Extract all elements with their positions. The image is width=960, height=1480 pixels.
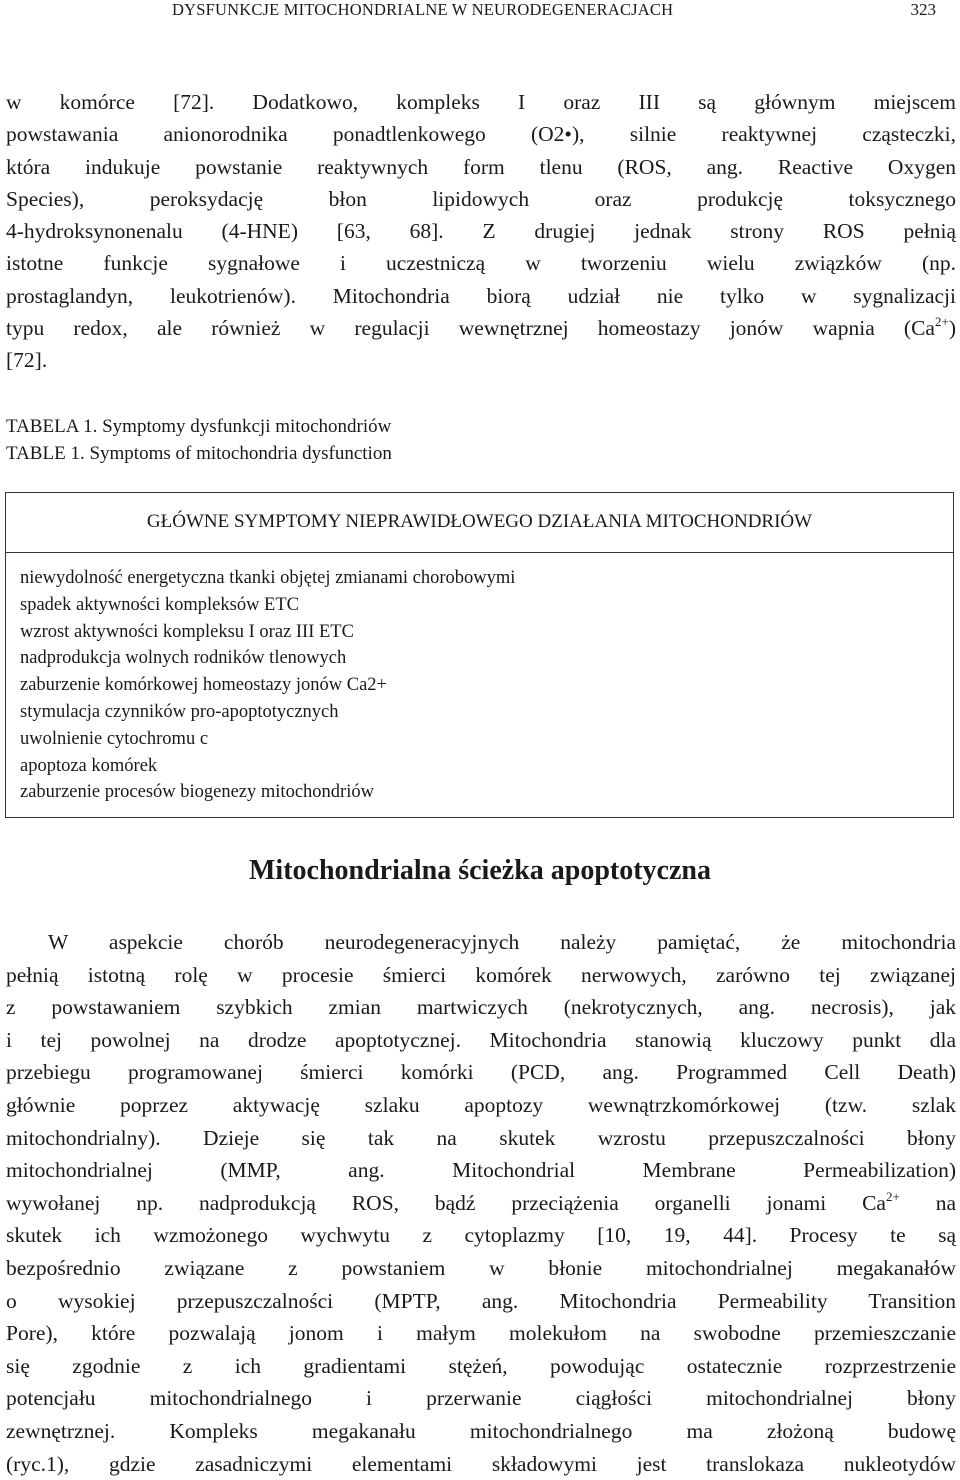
text-line: zewnętrznej. Kompleks megakanału mitochondrialnego ma złożoną budowę (6, 1418, 956, 1443)
running-title: DYSFUNKCJE MITOCHONDRIALNE W NEURODEGENERACJACH (172, 0, 674, 19)
text-line: o wysokiej przepuszczalności (MPTP, ang. Mitochondria Permeability Transition (6, 1288, 956, 1313)
text-line: skutek ich wzmożonego wychwytu z cytoplazmy [10, 19, 44]. Procesy te są (6, 1223, 956, 1248)
table-row: nadprodukcja wolnych rodników tlenowych (20, 648, 347, 669)
text-line: istotne funkcje sygnałowe i uczestniczą w tworzeniu wielu związków (np. (6, 251, 956, 276)
table-row: niewydolność energetyczna tkanki objętej zmianami chorobowymi (20, 568, 516, 588)
symptoms-table (5, 492, 954, 818)
text-segment: ) (948, 316, 956, 341)
text-line (6, 926, 956, 959)
text-line (6, 312, 956, 344)
text-line: [72]. (6, 348, 48, 373)
table-captions (6, 413, 392, 467)
text-line: się zgodnie z ich gradientami stężeń, powodując ostatecznie rozprzestrzenie (6, 1353, 956, 1378)
text-line: która indukuje powstanie reaktywnych form tlenu (ROS, ang. Reactive Oxygen (6, 154, 956, 179)
text-line: w komórce [72]. Dodatkowo, kompleks I oraz III są głównym miejscem (6, 90, 956, 114)
text-segment: wywołanej np. nadprodukcją ROS, bądź przeciążenia organelli jonami Ca (6, 1190, 886, 1215)
text-line: pełnią istotną rolę w procesie śmierci komórek nerwowych, zarówno tej związanej (6, 962, 956, 987)
table-row: stymulacja czynników pro-apoptotycznych (20, 701, 339, 722)
text-line: przebiegu programowanej śmierci komórki (PCD, ang. Programmed Cell Death) (6, 1060, 956, 1085)
table-row: zaburzenie procesów biogenezy mitochondriów (20, 782, 374, 803)
table-body (6, 553, 953, 806)
table-row: uwolnienie cytochromu c (20, 728, 209, 749)
table-caption-en: TABLE 1. Symptoms of mitochondria dysfunction (6, 443, 392, 464)
text-line: powstawania anionorodnika ponadtlenkowego (O2•), silnie reaktywnej cząsteczki, (6, 122, 956, 147)
text-segment: na (899, 1190, 956, 1215)
text-line: mitochondrialnej (MMP, ang. Mitochondrial Membrane Permeabilization) (6, 1158, 956, 1183)
text-line: potencjału mitochondrialnego i przerwanie ciągłości mitochondrialnej błony (6, 1386, 956, 1411)
table-row: spadek aktywności kompleksów ETC (20, 594, 299, 615)
text-line: i tej powolnej na drodze apoptotycznej. Mitochondria stanowią kluczowy punkt dla (6, 1027, 956, 1052)
text-line: 4-hydroksynonenalu (4-HNE) [63, 68]. Z drugiej jednak strony ROS pełnią (6, 219, 956, 244)
table-caption-pl: TABELA 1. Symptomy dysfunkcji mitochondriów (6, 416, 392, 437)
page-number: 323 (910, 0, 936, 19)
superscript: 2+ (885, 1188, 900, 1204)
text-line: z powstawaniem szybkich zmian martwiczych (nekrotycznych, ang. necrosis), jak (6, 995, 956, 1020)
text-line: prostaglandyn, leukotrienów). Mitochondria biorą udział nie tylko w sygnalizacji (6, 283, 956, 308)
table-header: GŁÓWNE SYMPTOMY NIEPRAWIDŁOWEGO DZIAŁANIA MITOCHONDRIÓW (6, 493, 953, 553)
superscript: 2+ (934, 314, 949, 330)
text-line (6, 1187, 956, 1220)
section-heading: Mitochondrialna ścieżka apoptotyczna (249, 855, 711, 886)
apoptosis-paragraph (6, 926, 956, 1480)
table-row: apoptoza komórek (20, 755, 158, 776)
text-line: bezpośrednio związane z powstaniem w błonie mitochondrialnej megakanałów (6, 1255, 956, 1280)
text-line: mitochondrialny). Dzieje się tak na skutek wzrostu przepuszczalności błony (6, 1125, 956, 1150)
text-line: (ryc.1), gdzie zasadniczymi elementami składowymi jest translokaza nukleotydów (6, 1451, 956, 1476)
text-line: Species), peroksydację błon lipidowych oraz produkcję toksycznego (6, 186, 956, 211)
table-row: zaburzenie komórkowej homeostazy jonów Ca2+ (20, 675, 387, 696)
text-segment: W aspekcie chorób neurodegeneracyjnych należy pamiętać, że mitochondria (48, 930, 956, 954)
intro-paragraph (6, 86, 956, 377)
table-row: wzrost aktywności kompleksu I oraz III ETC (20, 621, 354, 642)
text-line: głównie poprzez aktywację szlaku apoptozy wewnątrzkomórkowej (tzw. szlak (6, 1092, 956, 1117)
text-segment: typu redox, ale również w regulacji wewnętrznej homeostazy jonów wapnia (Ca (6, 316, 935, 341)
text-line: Pore), które pozwalają jonom i małym molekułom na swobodne przemieszczanie (6, 1321, 956, 1346)
